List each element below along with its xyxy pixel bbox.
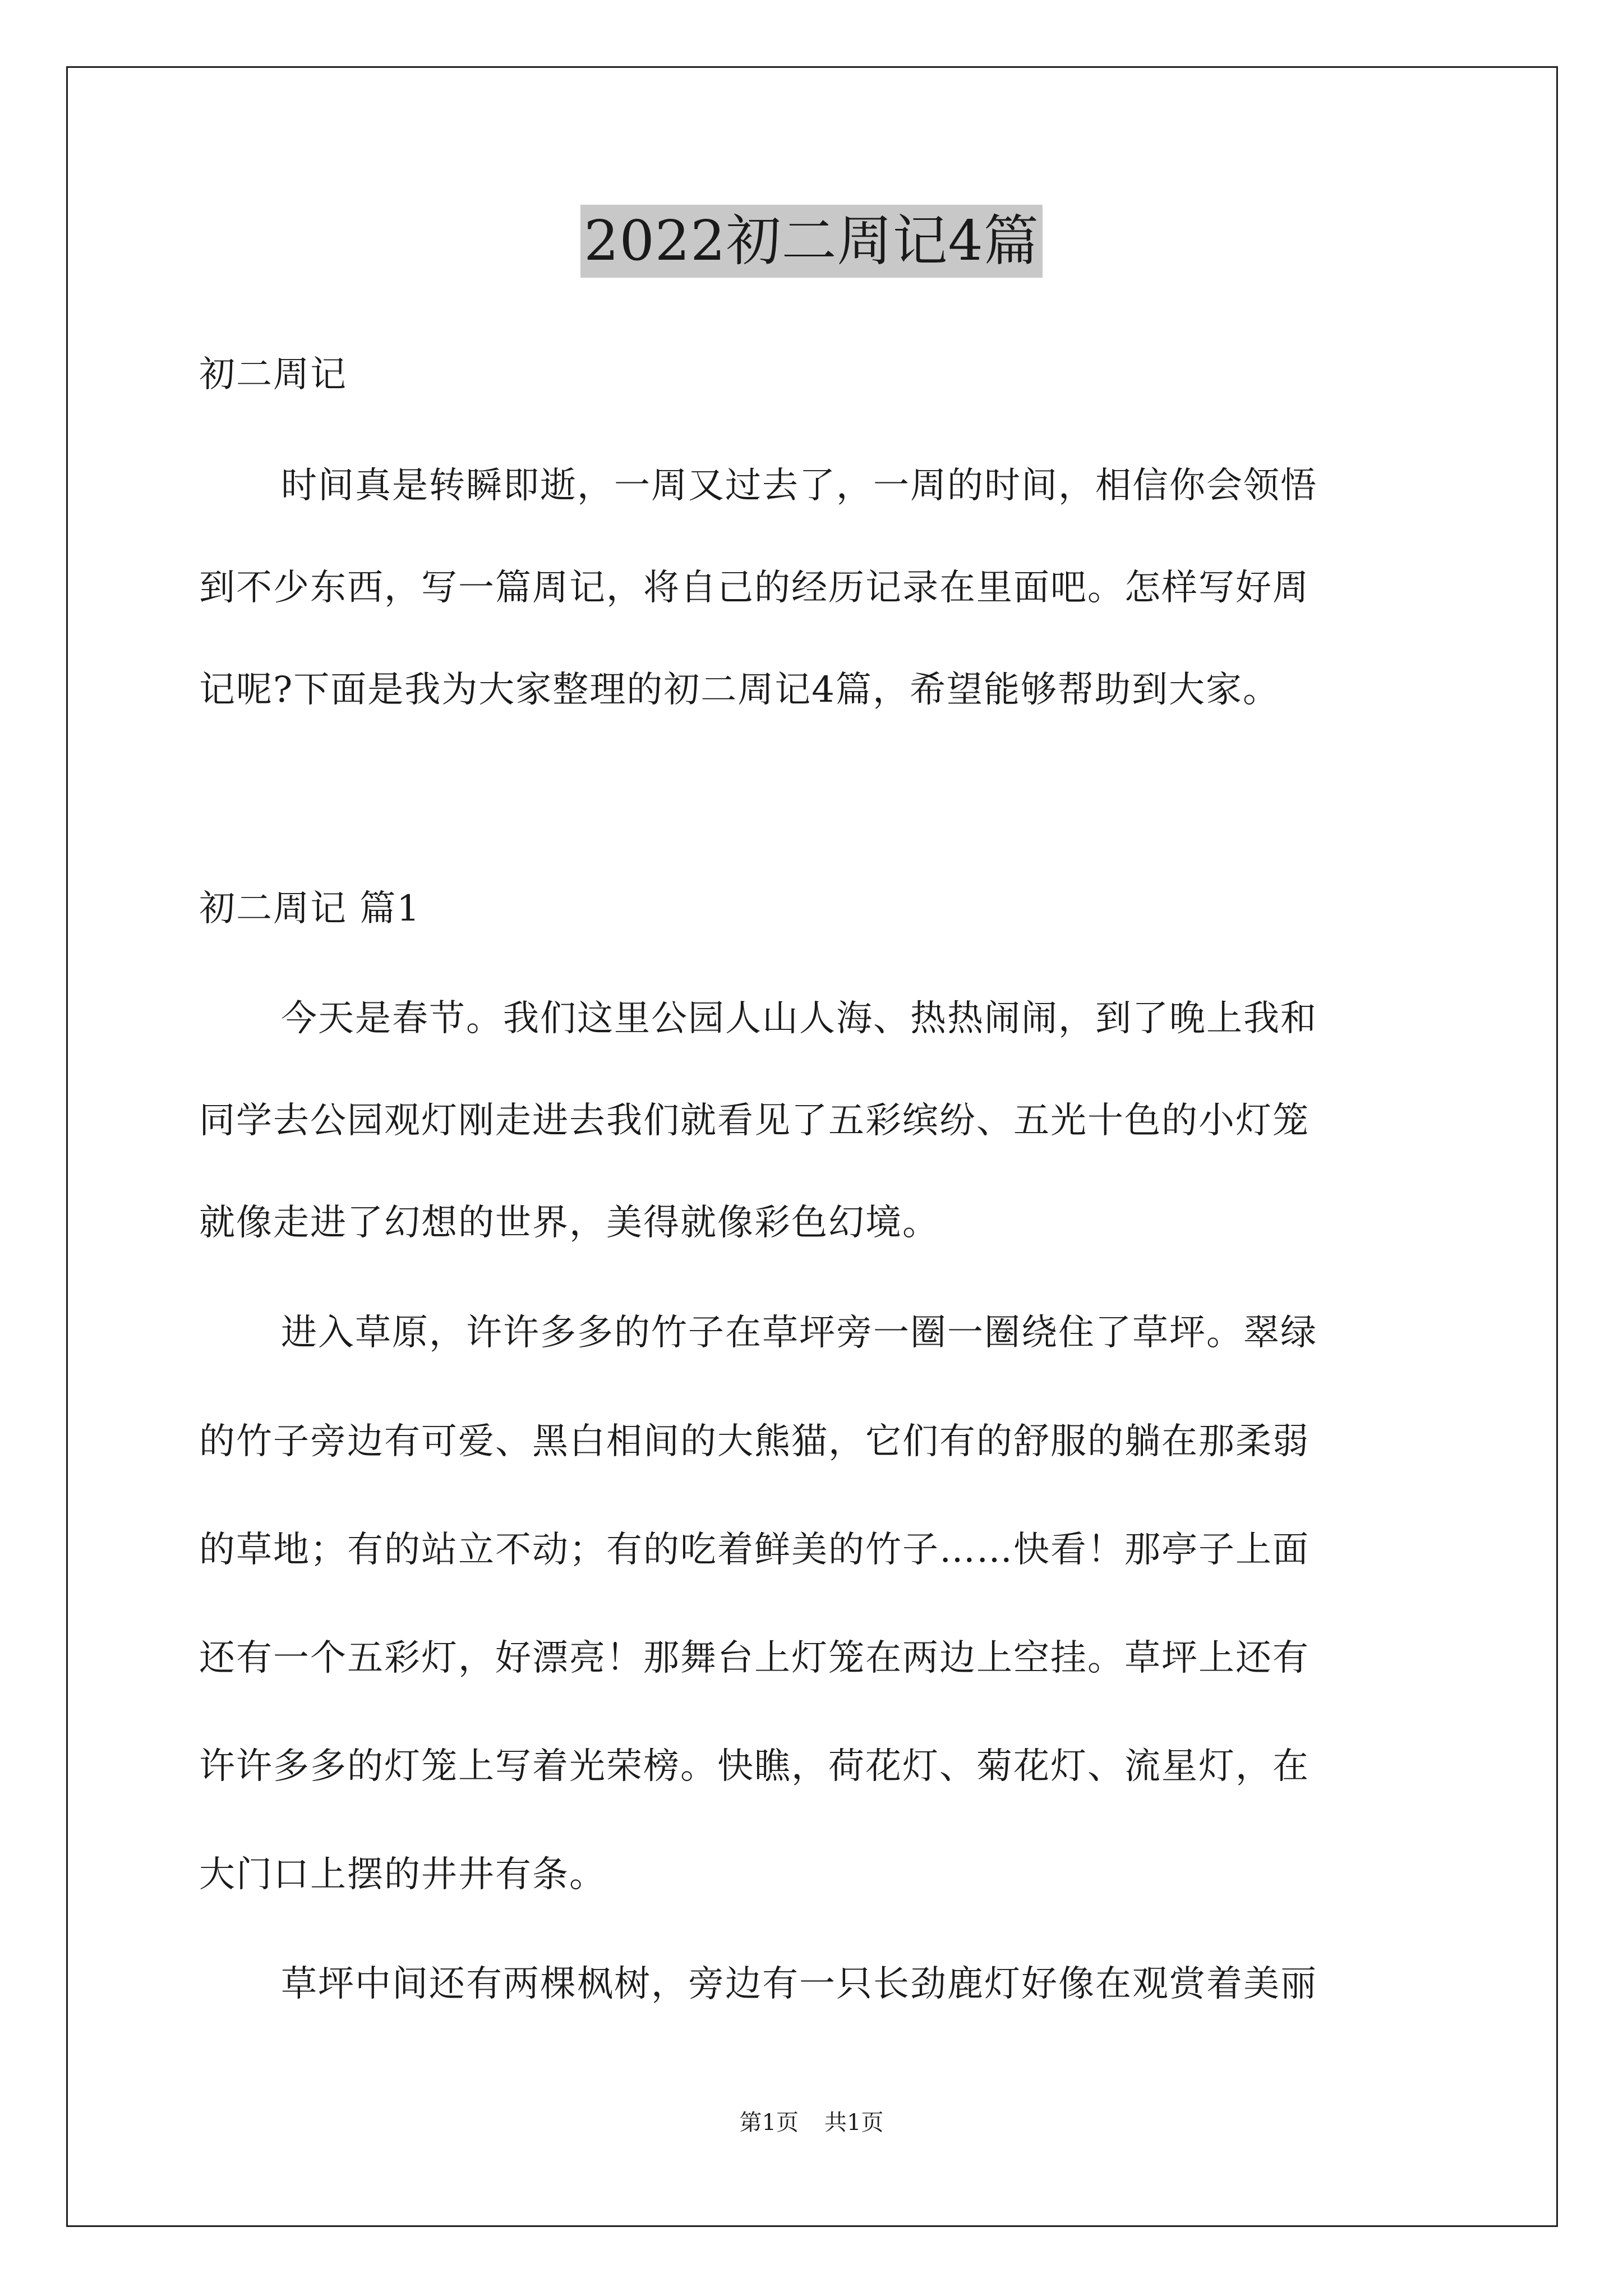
paragraph-line: 进入草原，许许多多的竹子在草坪旁一圈一圈绕住了草坪。翠绿	[281, 1312, 1317, 1354]
paragraph-line: 的草地；有的站立不动；有的吃着鲜美的竹子……快看！那亭子上面	[199, 1529, 1310, 1571]
title-container	[0, 205, 1623, 278]
paragraph-line: 今天是春节。我们这里公园人山人海、热热闹闹，到了晚上我和	[281, 998, 1317, 1039]
paragraph-line: 草坪中间还有两棵枫树，旁边有一只长劲鹿灯好像在观赏着美丽	[281, 1963, 1317, 2005]
paragraph-line: 同学去公园观灯刚走进去我们就看见了五彩缤纷、五光十色的小灯笼	[199, 1100, 1310, 1142]
section-heading: 初二周记 篇1	[199, 888, 421, 930]
intro-line: 记呢?下面是我为大家整理的初二周记4篇，希望能够帮助到大家。	[199, 669, 1280, 711]
paragraph-line: 还有一个五彩灯，好漂亮！那舞台上灯笼在两边上空挂。草坪上还有	[199, 1637, 1310, 1679]
page-footer	[0, 2106, 1623, 2139]
intro-line: 到不少东西，写一篇周记，将自己的经历记录在里面吧。怎样写好周	[199, 567, 1310, 609]
paragraph-line: 就像走进了幻想的世界，美得就像彩色幻境。	[199, 1202, 939, 1244]
section-heading: 初二周记	[199, 354, 347, 395]
page-total: 共1页	[824, 2110, 884, 2136]
intro-line: 时间真是转瞬即逝，一周又过去了，一周的时间，相信你会领悟	[281, 465, 1317, 507]
page-number: 第1页	[739, 2110, 799, 2136]
paragraph-line: 大门口上摆的井井有条。	[199, 1854, 606, 1895]
paragraph-line: 的竹子旁边有可爱、黑白相间的大熊猫，它们有的舒服的躺在那柔弱	[199, 1421, 1310, 1462]
paragraph-line: 许许多多的灯笼上写着光荣榜。快瞧，荷花灯、菊花灯、流星灯，在	[199, 1746, 1310, 1787]
document-title: 2022初二周记4篇	[580, 205, 1043, 278]
